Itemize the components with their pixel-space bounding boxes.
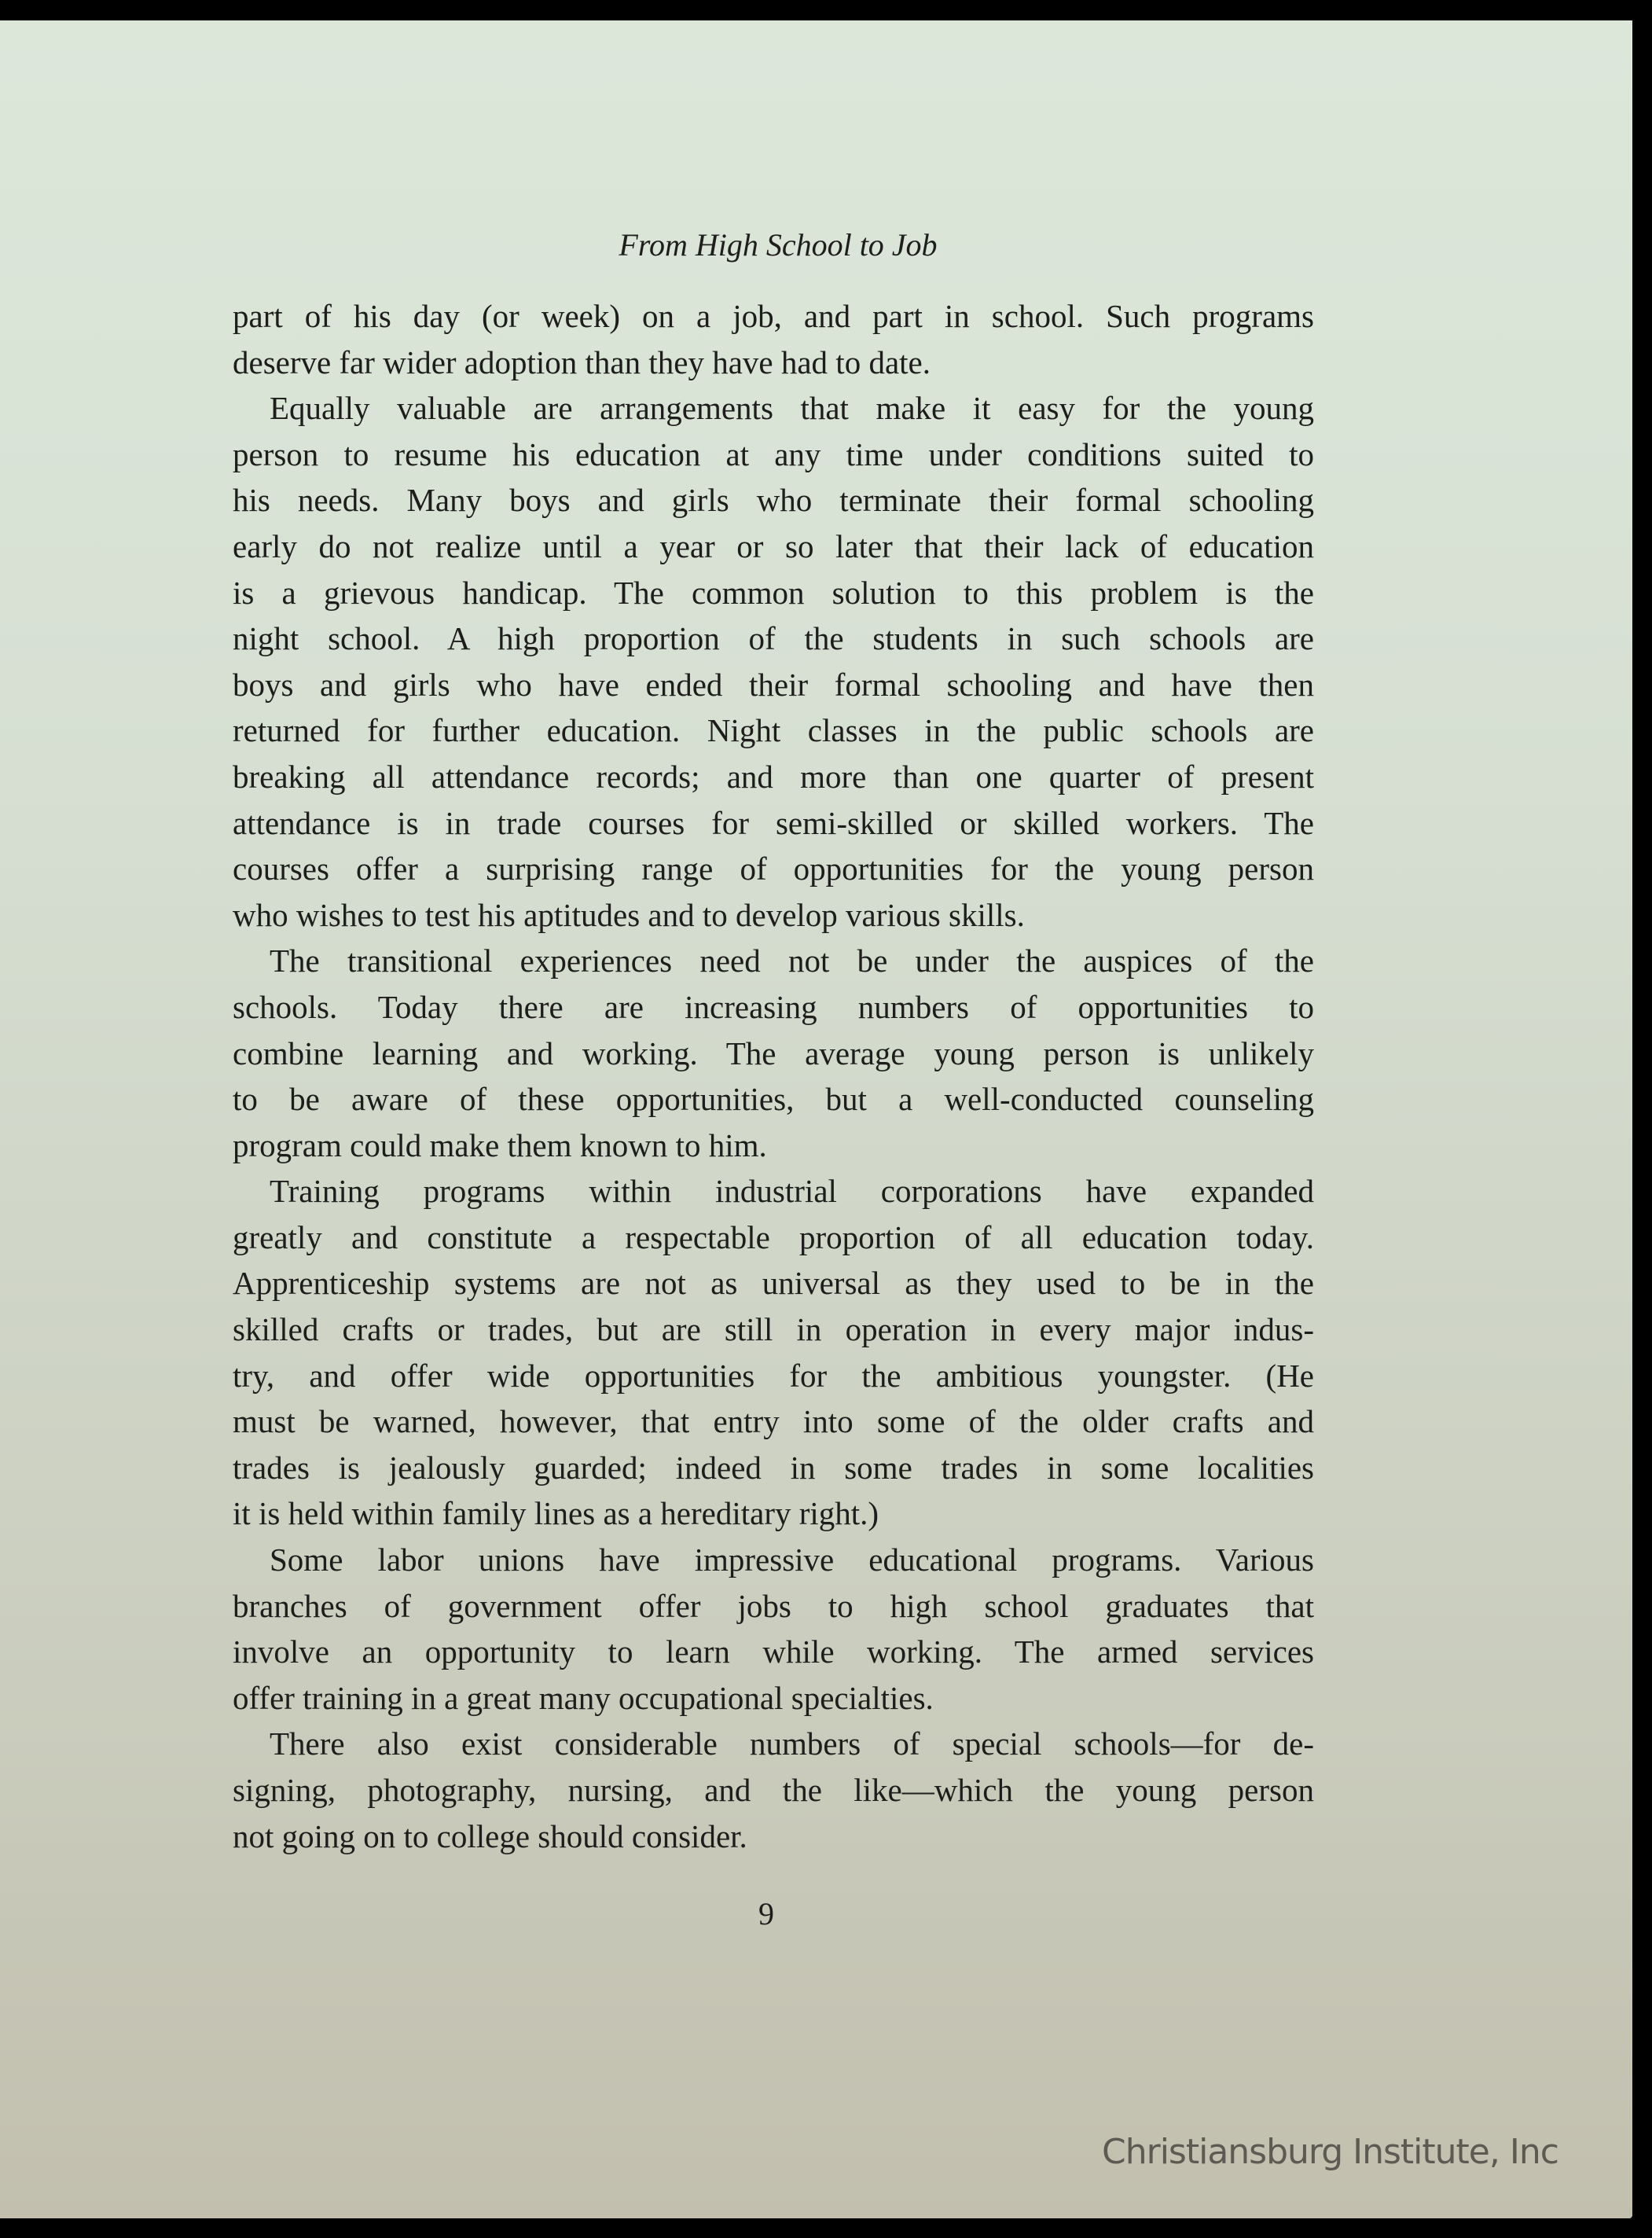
text-line: branches of government offer jobs to high school graduates that <box>233 1587 1314 1624</box>
text-line: involve an opportunity to learn while working. The armed services <box>233 1633 1314 1670</box>
text-line: who wishes to test his aptitudes and to develop various skills. <box>233 896 1025 933</box>
text-line: breaking all attendance records; and more than one quarter of present <box>233 758 1314 795</box>
text-line: combine learning and working. The average young person is unlikely <box>233 1034 1314 1071</box>
text-line: schools. Today there are increasing numbers of opportunities to <box>233 988 1314 1025</box>
text-line: greatly and constitute a respectable proportion of all education today. <box>233 1218 1314 1255</box>
paragraph <box>233 1537 1314 1721</box>
text-line: part of his day (or week) on a job, and part in school. Such programs <box>233 298 1314 334</box>
paragraph <box>233 1168 1314 1537</box>
paragraph <box>233 385 1314 938</box>
paragraph <box>233 293 1314 385</box>
text-line: trades is jealously guarded; indeed in some trades in some localities <box>233 1449 1314 1486</box>
text-line: deserve far wider adoption than they have had to date. <box>233 344 931 380</box>
text-line: returned for further education. Night classes in the public schools are <box>233 712 1314 749</box>
text-line: offer training in a great many occupational specialties. <box>233 1679 934 1716</box>
text-line: Apprenticeship systems are not as universal as they used to be in the <box>233 1265 1314 1302</box>
text-line: not going on to college should consider. <box>233 1817 747 1854</box>
text-line: person to resume his education at any time under conditions suited to <box>233 435 1314 472</box>
text-line: it is held within family lines as a hereditary right.) <box>233 1495 879 1532</box>
watermark: Christiansburg Institute, Inc <box>1102 2132 1558 2172</box>
text-line: Training programs within industrial corporations have expanded <box>270 1173 1314 1210</box>
text-line: attendance is in trade courses for semi-skilled or skilled workers. The <box>233 804 1314 841</box>
text-line: night school. A high proportion of the students in such schools are <box>233 620 1314 657</box>
text-line: program could make them known to him. <box>233 1126 767 1163</box>
text-line: skilled crafts or trades, but are still in operation in every major indus- <box>233 1311 1314 1348</box>
text-line: must be warned, however, that entry into some of the older crafts and <box>233 1403 1314 1440</box>
document-page <box>0 20 1632 2218</box>
text-line: signing, photography, nursing, and the like—which the young person <box>233 1772 1314 1808</box>
text-line: is a grievous handicap. The common solution to this problem is the <box>233 574 1314 611</box>
text-line: The transitional experiences need not be under the auspices of the <box>270 943 1314 979</box>
text-line: early do not realize until a year or so later that their lack of education <box>233 527 1314 564</box>
page-number: 9 <box>758 1896 774 1931</box>
text-line: try, and offer wide opportunities for the ambitious youngster. (He <box>233 1357 1314 1394</box>
text-line: Some labor unions have impressive educational programs. Various <box>270 1542 1314 1578</box>
text-line: courses offer a surprising range of opportunities for the young person <box>233 851 1314 887</box>
paragraph <box>233 938 1314 1168</box>
text-line: his needs. Many boys and girls who terminate their formal schooling <box>233 482 1314 519</box>
running-header: From High School to Job <box>619 227 938 263</box>
text-line: to be aware of these opportunities, but a well-conducted counseling <box>233 1081 1314 1118</box>
body-text <box>233 293 1314 1859</box>
text-line: boys and girls who have ended their formal schooling and have then <box>233 666 1314 703</box>
paragraph <box>233 1721 1314 1859</box>
text-line: There also exist considerable numbers of special schools—for de- <box>270 1725 1314 1762</box>
text-line: Equally valuable are arrangements that make it easy for the young <box>270 390 1314 427</box>
